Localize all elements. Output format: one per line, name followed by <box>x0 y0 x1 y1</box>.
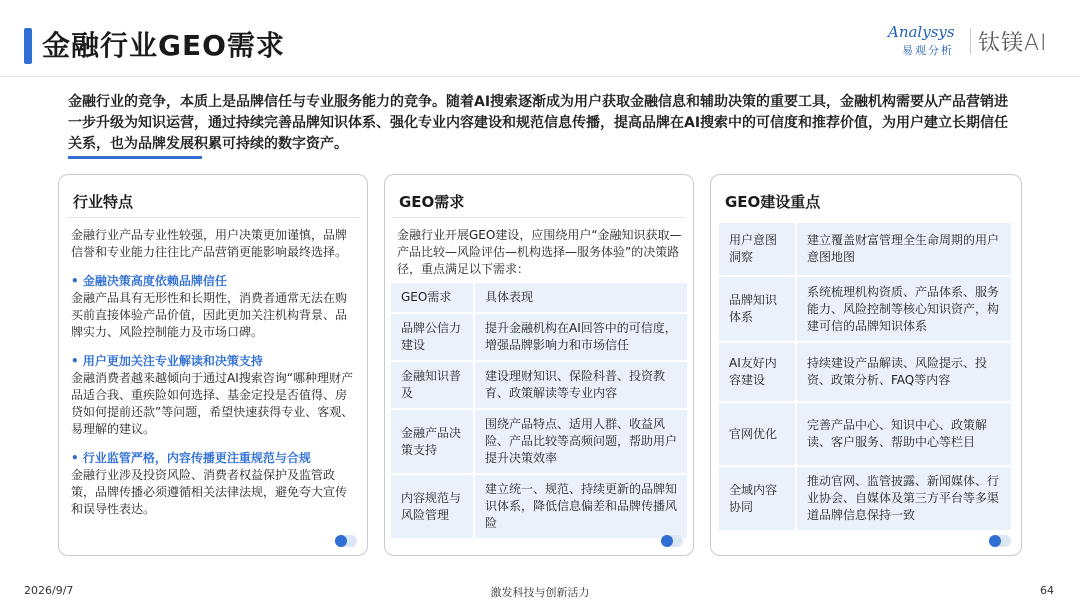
toggle-knob <box>989 535 1001 547</box>
table-cell-key: 全域内容协同 <box>719 467 797 532</box>
feature-point-heading: • 金融决策高度依赖品牌信任 <box>71 274 227 288</box>
table-row <box>391 362 689 410</box>
table-cell-value: 完善产品中心、知识中心、政策解读、客户服务、帮助中心等栏目 <box>797 403 1013 467</box>
table-cell-value: 建立覆盖财富管理全生命周期的用户意图地图 <box>797 223 1013 277</box>
feature-point <box>71 450 357 518</box>
table-row <box>391 475 689 540</box>
toggle-knob <box>661 535 673 547</box>
table-cell-key: 官网优化 <box>719 403 797 467</box>
table-cell-value: 建设理财知识、保险科普、投资教育、政策解读等专业内容 <box>475 362 689 410</box>
table-row <box>719 277 1013 343</box>
table-row <box>391 314 689 362</box>
card-divider <box>393 217 685 218</box>
card-scroll-toggle[interactable] <box>661 535 683 547</box>
table-cell-value: 围绕产品特点、适用人群、收益风险、产品比较等高频问题，帮助用户提升决策效率 <box>475 410 689 475</box>
title-divider <box>0 76 1080 77</box>
intro-underline <box>68 156 202 159</box>
card-title: 行业特点 <box>73 193 134 211</box>
feature-point <box>71 353 357 438</box>
geo-focus-card <box>710 174 1022 556</box>
table-row <box>719 343 1013 403</box>
table-cell-value: 系统梳理机构资质、产品体系、服务能力、风险控制等核心知识资产，构建可信的品牌知识体系 <box>797 277 1013 343</box>
toggle-knob <box>335 535 347 547</box>
table-cell-value: 持续建设产品解读、风险提示、投资、政策分析、FAQ等内容 <box>797 343 1013 403</box>
table-cell-key: 品牌知识体系 <box>719 277 797 343</box>
table-header-cell: GEO需求 <box>391 283 475 314</box>
footer-date: 2026/9/7 <box>24 584 74 597</box>
table-cell-key: 金融知识普及 <box>391 362 475 410</box>
geo-demand-table <box>391 283 689 540</box>
card-scroll-toggle[interactable] <box>335 535 357 547</box>
table-cell-key: 内容规范与风险管理 <box>391 475 475 540</box>
table-header-row <box>391 283 689 314</box>
card-title: GEO建设重点 <box>725 193 821 211</box>
footer-slogan: 激发科技与创新活力 <box>490 586 590 599</box>
table-cell-key: 用户意图洞察 <box>719 223 797 277</box>
table-cell-value: 提升金融机构在AI回答中的可信度，增强品牌影响力和市场信任 <box>475 314 689 362</box>
analysys-logo <box>888 24 966 60</box>
table-cell-value: 建立统一、规范、持续更新的品牌知识体系，降低信息偏差和品牌传播风险 <box>475 475 689 540</box>
table-header-cell: 具体表现 <box>475 283 689 314</box>
card-body <box>71 227 357 530</box>
card-scroll-toggle[interactable] <box>989 535 1011 547</box>
feature-point-heading: • 行业监管严格，内容传播更注重规范与合规 <box>71 451 311 465</box>
card-title: GEO需求 <box>399 193 465 211</box>
feature-point-text: 金融消费者越来越倾向于通过AI搜索咨询“哪种理财产品适合我、重疾险如何选择、基金定投是否值得、房贷如何提前还款”等问题，希望快速获得专业、客观、易理解的建议。 <box>71 371 354 436</box>
table-row <box>719 467 1013 532</box>
taimei-logo: 钛镁AI <box>978 31 1048 56</box>
feature-point-text: 金融行业涉及投资风险、消费者权益保护及监管政策，品牌传播必须遵循相关法律法规，避免夸大宣传和误导性表达。 <box>71 468 348 516</box>
intro-paragraph: 金融行业的竞争，本质上是品牌信任与专业服务能力的竞争。随着AI搜索逐渐成为用户获取金融信息和辅助决策的重要工具，金融机构需要从产品营销进一步升级为知识运营，通过持续完善品牌知识体系、强化专业内容建设和规范信息传播，提高品牌在AI搜索中的可信度和推荐价值，为用户建立长期信任关系，也为品牌发展积累可持续的数字资产。 <box>68 94 1009 152</box>
table-row <box>719 223 1013 277</box>
card-intro: 金融行业产品专业性较强，用户决策更加谨慎，品牌信誉和专业能力往往比产品营销更能影响最终选择。 <box>71 228 348 259</box>
industry-features-card <box>58 174 368 556</box>
logo-divider <box>970 28 971 54</box>
geo-focus-table <box>719 223 1013 532</box>
table-row <box>391 410 689 475</box>
page-title: 金融行业GEO需求 <box>42 29 285 62</box>
card-intro: 金融行业开展GEO建设，应围绕用户“金融知识获取—产品比较—风险评估—机构选择—服务体验”的决策路径，重点满足以下需求： <box>397 228 682 276</box>
geo-demand-card <box>384 174 694 556</box>
analysys-logo-en: Analysys <box>888 23 955 41</box>
table-cell-key: 品牌公信力建设 <box>391 314 475 362</box>
feature-point-text: 金融产品具有无形性和长期性，消费者通常无法在购买前直接体验产品价值，因此更加关注机构背景、品牌实力、风险控制能力及市场口碑。 <box>71 291 348 339</box>
feature-point-heading: • 用户更加关注专业解读和决策支持 <box>71 354 263 368</box>
analysys-logo-cn: 易观分析 <box>902 44 954 57</box>
card-divider <box>67 217 359 218</box>
table-cell-key: 金融产品决策支持 <box>391 410 475 475</box>
table-row <box>719 403 1013 467</box>
table-cell-key: AI友好内容建设 <box>719 343 797 403</box>
feature-point <box>71 273 357 341</box>
table-cell-value: 推动官网、监管披露、新闻媒体、行业协会、自媒体及第三方平台等多渠道品牌信息保持一致 <box>797 467 1013 532</box>
title-accent-bar <box>24 28 32 64</box>
page-number: 64 <box>1040 584 1054 597</box>
